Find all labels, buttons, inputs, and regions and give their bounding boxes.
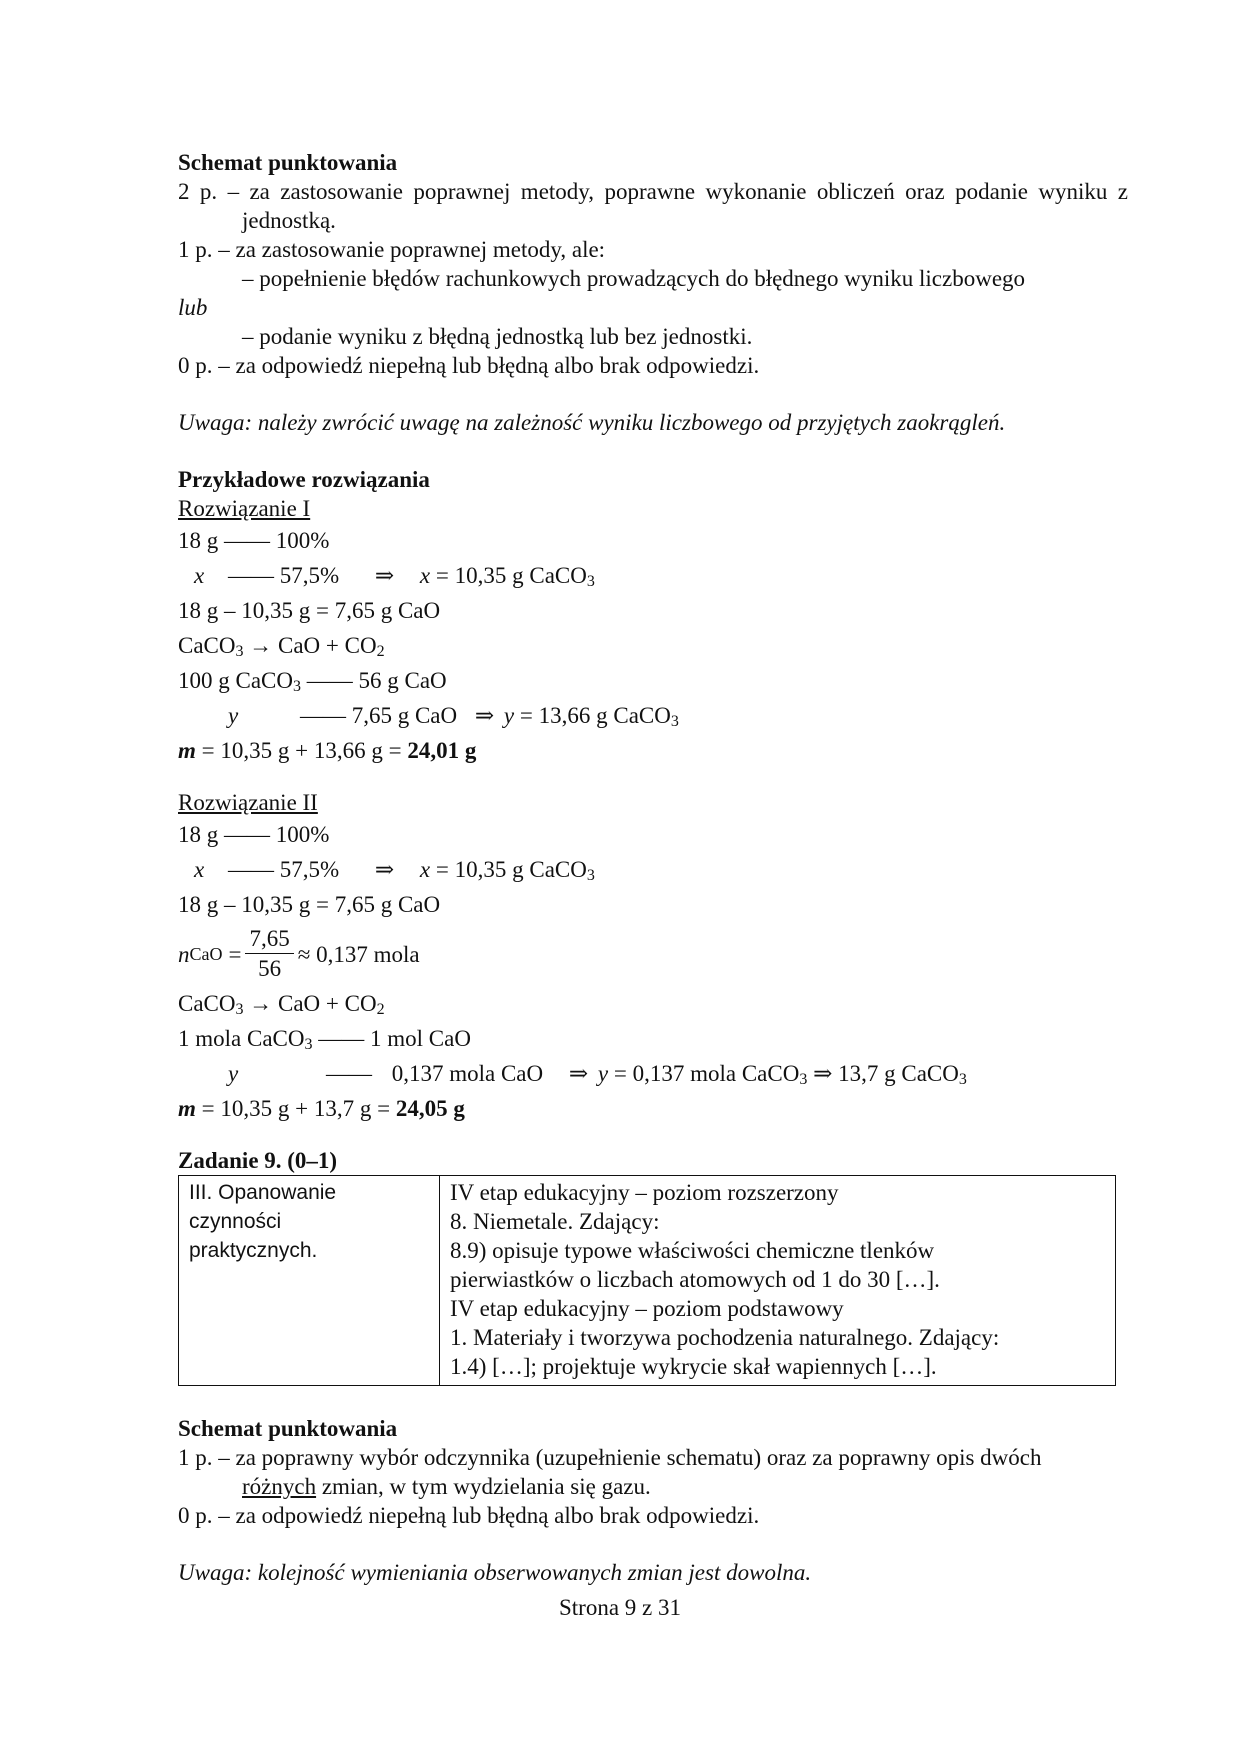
scoring-note: Uwaga: należy zwrócić uwagę na zależność wyniku liczbowego od przyjętych zaokrągleń. (178, 410, 1006, 435)
fraction: $\frac{7,65}{56}$ (245, 925, 293, 984)
sol1-line-4: CaCO$_3$ → CaO + $CO_2$ (178, 633, 385, 660)
scoring-2p: 2 p. – za zastosowanie poprawnej metody, poprawne wykonanie obliczeń oraz podanie wyniku z jednostką. (178, 179, 1128, 233)
scoring-2-1p: 1 p. – za poprawny wybór odczynnika (uzupełnienie schematu) oraz za poprawny opis dwóch (178, 1445, 1042, 1470)
solution-1-heading: Rozwiązanie I (178, 496, 311, 521)
scoring-2-note: Uwaga: kolejność wymieniania obserwowanych zmian jest dowolna. (178, 1560, 812, 1585)
solutions-title: Przykładowe rozwiązania (178, 467, 430, 492)
sol1-line-3: 18 g – 10,35 g = 7,65 g CaO (178, 598, 441, 623)
sol2-line-2: x —— 57,5% ⇒ x = 10,35 g CaCO$_3$ (194, 857, 595, 884)
sol1-line-6: y —— 7,65 g CaO ⇒ y = 13,66 g CaCO$_3$ (228, 703, 679, 730)
sol1-result: m = 10,35 g + 13,66 g = 24,01 g (178, 738, 477, 763)
sol1-line-1: 18 g —— 100% (178, 528, 330, 553)
scoring-title: Schemat punktowania (178, 150, 398, 175)
sol2-moles-equation: n CaO = $\frac{7,65}{56}$ ≈ 0,137 mola (178, 922, 1128, 986)
requirements-table (178, 1175, 1116, 1386)
requirement-general: III. Opanowanie czynności praktycznych. (179, 1176, 440, 1386)
sol2-line-6: y —— 0,137 mola CaO ⇒ y = 0,137 mola CaCO$_3$ ⇒ 13,7 g CaCO$_3$ (228, 1061, 967, 1088)
sol2-line-3: 18 g – 10,35 g = 7,65 g CaO (178, 892, 441, 917)
scoring-2-1p-cont: różnych zmian, w tym wydzielania się gazu. (242, 1474, 651, 1499)
page-content (178, 148, 1128, 1587)
scoring-0p: 0 p. – za odpowiedź niepełną lub błędną albo brak odpowiedzi. (178, 353, 760, 378)
scoring-2-0p: 0 p. – za odpowiedź niepełną lub błędną albo brak odpowiedzi. (178, 1503, 760, 1528)
sol1-line-5: 100 g CaCO$_3$ —— 56 g CaO (178, 668, 447, 695)
scoring-1p: 1 p. – za zastosowanie poprawnej metody, ale: (178, 237, 606, 262)
page-footer: Strona 9 z 31 (558, 1595, 681, 1620)
sol2-line-5: 1 mola CaCO$_3$ —— 1 mol CaO (178, 1026, 471, 1053)
scoring-1p-b: – podanie wyniku z błędną jednostką lub bez jednostki. (242, 324, 753, 349)
solution-2-heading: Rozwiązanie II (178, 790, 318, 815)
sol2-line-1: 18 g —— 100% (178, 822, 330, 847)
scoring-lub: lub (178, 295, 208, 320)
sol2-line-4: CaCO$_3$ → CaO + $CO_2$ (178, 991, 385, 1018)
scoring-1p-a: – popełnienie błędów rachunkowych prowadzących do błędnego wyniku liczbowego (242, 266, 1026, 291)
scoring-2-title: Schemat punktowania (178, 1416, 398, 1441)
sol1-line-2: x —— 57,5% ⇒ x = 10,35 g CaCO$_3$ (194, 563, 595, 590)
task-9-title: Zadanie 9. (0–1) (178, 1148, 338, 1173)
sol2-result: m = 10,35 g + 13,7 g = 24,05 g (178, 1096, 465, 1121)
requirement-detailed: IV etap edukacyjny – poziom rozszerzony 8. Niemetale. Zdający: 8.9) opisuje typowe właściwości chemiczne tlenków pierwiastków o liczbach atomowych od 1 do 30 […]. IV etap edukacyjny – poziom podstawowy 1. Materiały i tworzywa pochodzenia naturalnego. Zdający: 1.4) […]; projektuje wykrycie skał wapiennych […]. (440, 1176, 1116, 1386)
